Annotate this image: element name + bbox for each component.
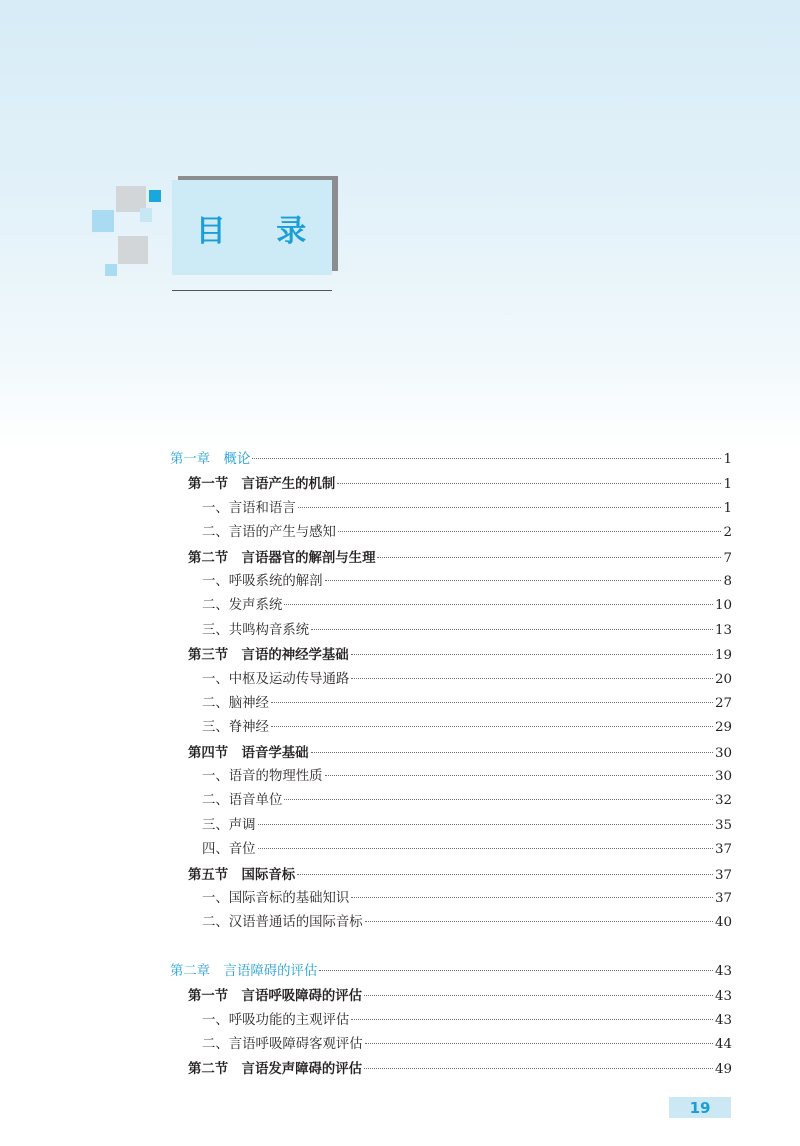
page-title: 目 录 xyxy=(195,213,327,249)
toc-entry-label: 第四节 语音学基础 xyxy=(188,744,309,761)
toc-item-row[interactable] xyxy=(170,911,732,935)
toc-item-row[interactable] xyxy=(170,814,732,838)
deco-square-gray-bottom xyxy=(118,236,148,264)
leader-dots xyxy=(364,995,713,996)
toc-item-row[interactable] xyxy=(170,838,732,862)
toc-page-number: 30 xyxy=(714,769,732,785)
title-underline xyxy=(172,290,332,291)
toc-item-row[interactable] xyxy=(170,692,732,716)
toc-entry-label: 二、发声系统 xyxy=(202,598,283,614)
toc-page-number: 37 xyxy=(714,891,732,907)
toc-entry-label: 三、共鸣构音系统 xyxy=(202,622,310,638)
toc-item-row[interactable] xyxy=(170,668,732,692)
leader-dots xyxy=(298,507,722,508)
toc-page-number: 32 xyxy=(714,793,732,809)
toc-entry-label: 第三节 言语的神经学基础 xyxy=(188,647,349,664)
toc-item-row[interactable] xyxy=(170,619,732,643)
toc-page-number: 2 xyxy=(723,525,732,541)
table-of-contents xyxy=(170,448,732,1082)
toc-page-number: 30 xyxy=(714,745,732,761)
toc-page-number: 13 xyxy=(714,622,732,638)
toc-item-row[interactable] xyxy=(170,1033,732,1057)
leader-dots xyxy=(325,775,713,776)
toc-entry-label: 一、国际音标的基础知识 xyxy=(202,891,350,907)
toc-entry-label: 第二节 言语器官的解剖与生理 xyxy=(188,549,376,566)
toc-item-row[interactable] xyxy=(170,570,732,594)
toc-item-row[interactable] xyxy=(170,765,732,789)
title-box xyxy=(172,180,332,275)
toc-entry-label: 二、言语的产生与感知 xyxy=(202,525,336,541)
toc-page-number: 29 xyxy=(714,720,732,736)
toc-page-number: 44 xyxy=(714,1036,732,1052)
chapter-spacer xyxy=(170,936,732,960)
toc-page-number: 10 xyxy=(714,598,732,614)
toc-entry-label: 第二节 言语发声障碍的评估 xyxy=(188,1061,363,1078)
toc-item-row[interactable] xyxy=(170,716,732,740)
toc-item-row[interactable] xyxy=(170,1009,732,1033)
toc-entry-label: 二、言语呼吸障碍客观评估 xyxy=(202,1036,363,1052)
toc-item-row[interactable] xyxy=(170,521,732,545)
deco-square-mid xyxy=(140,208,152,222)
toc-page-number: 8 xyxy=(723,573,732,589)
toc-entry-label: 一、言语和语言 xyxy=(202,500,296,516)
toc-section-row[interactable] xyxy=(170,1057,732,1081)
leader-dots xyxy=(258,824,713,825)
toc-entry-label: 二、汉语普通话的国际音标 xyxy=(202,915,363,931)
toc-entry-label: 一、中枢及运动传导通路 xyxy=(202,671,350,687)
toc-page-number: 37 xyxy=(714,867,732,883)
leader-dots xyxy=(311,752,713,753)
leader-dots xyxy=(258,848,713,849)
toc-chapter-row[interactable] xyxy=(170,960,732,984)
deco-square-blue-small xyxy=(149,190,161,202)
leader-dots xyxy=(338,531,722,532)
leader-dots xyxy=(365,921,713,922)
toc-entry-label: 第一章 概论 xyxy=(170,452,251,467)
toc-section-row[interactable] xyxy=(170,741,732,765)
toc-entry-label: 第二章 言语障碍的评估 xyxy=(170,963,318,979)
toc-page-number: 7 xyxy=(723,550,732,566)
leader-dots xyxy=(271,702,713,703)
leader-dots xyxy=(337,483,721,484)
toc-entry-label: 三、脊神经 xyxy=(202,720,269,736)
leader-dots xyxy=(377,557,721,558)
leader-dots xyxy=(284,799,713,800)
leader-dots xyxy=(311,629,713,630)
toc-page-number: 20 xyxy=(714,671,732,687)
toc-entry-label: 第一节 言语产生的机制 xyxy=(188,476,336,493)
leader-dots xyxy=(365,1043,713,1044)
leader-dots xyxy=(364,1068,713,1069)
leader-dots xyxy=(351,897,713,898)
toc-page-number: 35 xyxy=(714,817,732,833)
toc-page-number: 19 xyxy=(714,648,732,664)
toc-entry-label: 二、语音单位 xyxy=(202,793,283,809)
toc-entry-label: 二、脑神经 xyxy=(202,695,269,711)
toc-page-number: 40 xyxy=(714,915,732,931)
leader-dots xyxy=(284,604,713,605)
toc-item-row[interactable] xyxy=(170,789,732,813)
toc-item-row[interactable] xyxy=(170,594,732,618)
leader-dots xyxy=(319,970,713,971)
toc-page-number: 49 xyxy=(714,1062,732,1078)
toc-entry-label: 第五节 国际音标 xyxy=(188,866,296,883)
toc-chapter-row[interactable] xyxy=(170,448,732,472)
toc-page-number: 43 xyxy=(714,963,732,979)
toc-entry-label: 一、呼吸系统的解剖 xyxy=(202,573,323,589)
toc-page-number: 37 xyxy=(714,842,732,858)
toc-item-row[interactable] xyxy=(170,887,732,911)
toc-section-row[interactable] xyxy=(170,984,732,1008)
leader-dots xyxy=(351,678,713,679)
toc-item-row[interactable] xyxy=(170,497,732,521)
toc-section-row[interactable] xyxy=(170,546,732,570)
toc-section-row[interactable] xyxy=(170,472,732,496)
toc-page-number: 43 xyxy=(714,1012,732,1028)
deco-square-light-bottom xyxy=(105,264,117,276)
toc-entry-label: 一、呼吸功能的主观评估 xyxy=(202,1012,350,1028)
toc-section-row[interactable] xyxy=(170,643,732,667)
toc-page-number: 1 xyxy=(723,452,732,467)
leader-dots xyxy=(325,580,722,581)
deco-square-light-left xyxy=(92,210,114,232)
page-number: 19 xyxy=(669,1097,731,1118)
toc-entry-label: 一、语音的物理性质 xyxy=(202,769,323,785)
toc-page-number: 1 xyxy=(723,477,732,493)
leader-dots xyxy=(351,1019,713,1020)
leader-dots xyxy=(351,654,713,655)
leader-dots xyxy=(271,726,713,727)
toc-entry-label: 四、音位 xyxy=(202,842,256,858)
toc-section-row[interactable] xyxy=(170,863,732,887)
toc-page-number: 1 xyxy=(723,500,732,516)
leader-dots xyxy=(252,458,721,459)
leader-dots xyxy=(297,874,713,875)
toc-entry-label: 三、声调 xyxy=(202,817,256,833)
toc-page-number: 43 xyxy=(714,989,732,1005)
toc-page-number: 27 xyxy=(714,695,732,711)
toc-entry-label: 第一节 言语呼吸障碍的评估 xyxy=(188,988,363,1005)
